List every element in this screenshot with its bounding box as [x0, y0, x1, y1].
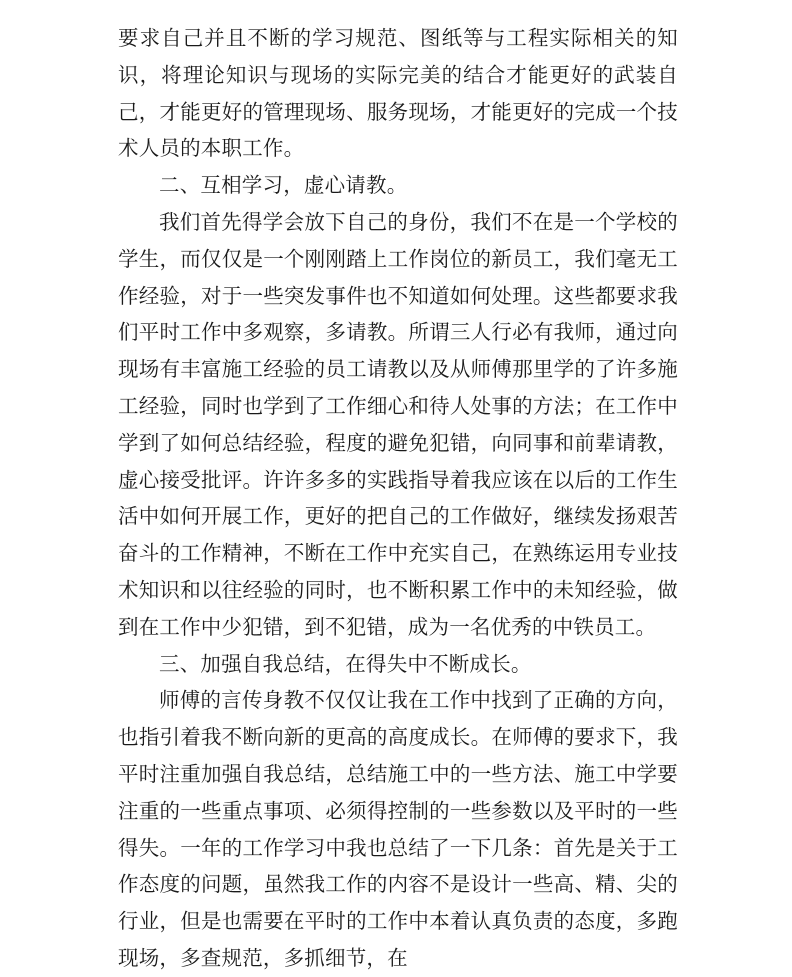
paragraph-continuation: 要求自己并且不断的学习规范、图纸等与工程实际相关的知识，将理论知识与现场的实际完美的结合才能更好的武装自己，才能更好的管理现场、服务现场，才能更好的完成一个技术人员的本职工作。	[118, 26, 678, 161]
section-heading-mutual-learning: 二、互相学习，虚心请教。	[159, 173, 408, 198]
paragraph-self-summary: 师傅的言传身教不仅仅让我在工作中找到了正确的方向，也指引着我不断向新的更高的高度成长。在师傅的要求下，我平时注重加强自我总结，总结施工中的一些方法、施工中学要注重的一些重点事项、必须得控制的一些参数以及平时的一些得失。一年的工作学习中我也总结了一下几条：首先是关于工作态度的问题，虽然我工作的内容不是设计一些高、精、尖的行业，但是也需要在平时的工作中本着认真负责的态度，多跑现场，多查规范，多抓细节，在	[118, 688, 678, 970]
section-heading-self-summary: 三、加强自我总结，在得失中不断成长。	[159, 651, 532, 676]
paragraph-mutual-learning: 我们首先得学会放下自己的身份，我们不在是一个学校的学生，而仅仅是一个刚刚踏上工作岗位的新员工，我们毫无工作经验，对于一些突发事件也不知道如何处理。这些都要求我们平时工作中多观察，多请教。所谓三人行必有我师，通过向现场有丰富施工经验的员工请教以及从师傅那里学的了许多施工经验，同时也学到了工作细心和待人处事的方法；在工作中学到了如何总结经验，程度的避免犯错，向同事和前辈请教，虚心接受批评。许许多多的实践指导着我应该在以后的工作生活中如何开展工作，更好的把自己的工作做好，继续发扬艰苦奋斗的工作精神，不断在工作中充实自己，在熟练运用专业技术知识和以往经验的同时，也不断积累工作中的未知经验，做到在工作中少犯错，到不犯错，成为一名优秀的中铁员工。	[118, 209, 678, 639]
document-body	[118, 20, 678, 977]
